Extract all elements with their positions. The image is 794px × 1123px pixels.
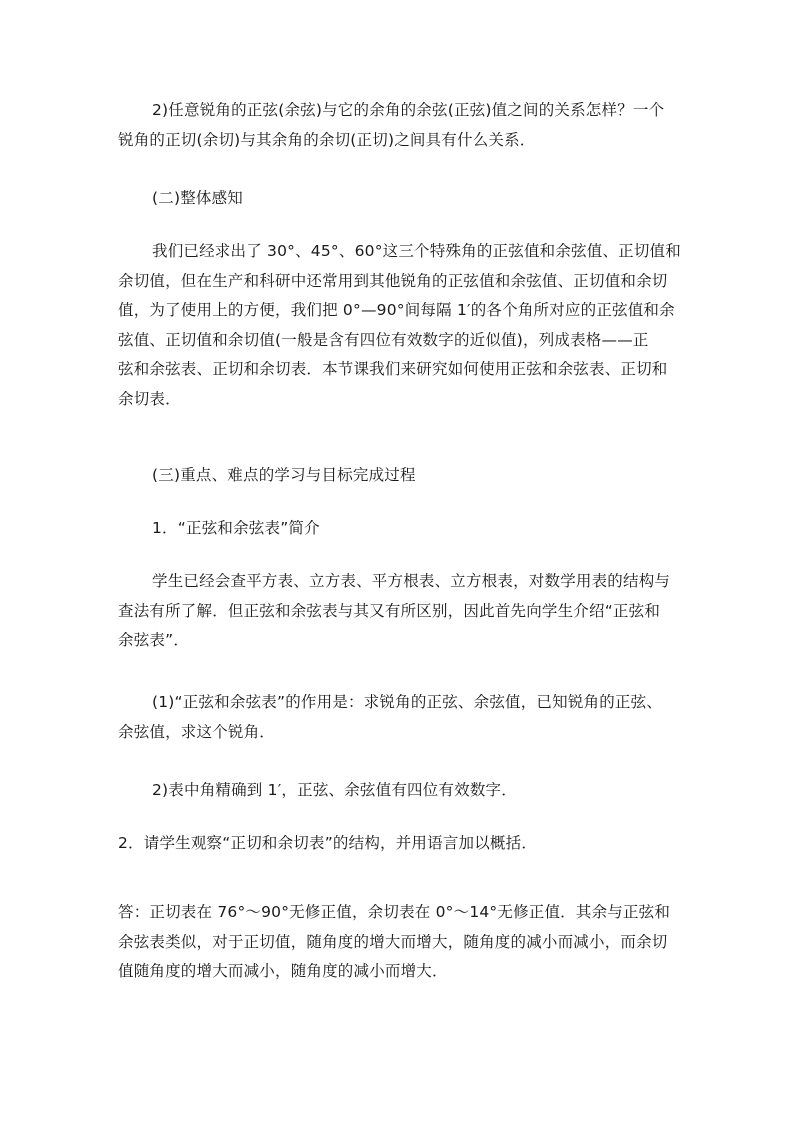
paragraph-table-background [118, 567, 678, 656]
subheading-sine-cosine-table [118, 514, 678, 544]
text-line: 查法有所了解．但正弦和余弦表与其又有所区别，因此首先向学生介绍“正弦和 [118, 601, 661, 620]
paragraph-table-precision [118, 776, 678, 806]
section-heading-key-points [118, 461, 678, 491]
paragraph-question-2 [118, 96, 678, 155]
paragraph-tangent-table-task [118, 829, 678, 859]
text-line: 答：正切表在 76°～90°无修正值，余切表在 0°～14°无修正值．其余与正弦和 [118, 903, 671, 921]
text-line: 锐角的正切(余切)与其余角的余切(正切)之间具有什么关系． [118, 130, 536, 149]
text-line: 余切值，但在生产和科研中还常用到其他锐角的正弦值和余弦值、正切值和余切 [118, 271, 668, 290]
text-line: (二)整体感知 [152, 189, 243, 207]
paragraph-introduction [118, 237, 681, 414]
paragraph-answer [118, 898, 678, 987]
text-line: 弦和余弦表、正切和余切表．本节课我们来研究如何使用正弦和余弦表、正切和 [118, 360, 668, 378]
text-line: (1)“正弦和余弦表”的作用是：求锐角的正弦、余弦值，已知锐角的正弦、 [152, 693, 663, 711]
paragraph-table-purpose [118, 688, 678, 747]
text-line: 余切表． [118, 389, 181, 408]
text-line: 学生已经会查平方表、立方表、平方根表、立方根表，对数学用表的结构与 [152, 572, 671, 590]
section-heading-overall-perception [118, 184, 678, 214]
text-line: 余弦表”． [118, 631, 190, 649]
text-line: 余弦值，求这个锐角． [118, 722, 276, 741]
text-line: 1．“正弦和余弦表”简介 [152, 519, 320, 537]
text-line: 值，为了使用上的方便，我们把 0°—90°间每隔 1′的各个角所对应的正弦值和余 [118, 301, 675, 319]
text-line: 我们已经求出了 30°、45°、60°这三个特殊角的正弦值和余弦值、正切值和 [152, 242, 681, 260]
text-line: 2)任意锐角的正弦(余弦)与它的余角的余弦(正弦)值之间的关系怎样？一个 [152, 101, 665, 119]
text-line: 2．请学生观察“正切和余切表”的结构，并用语言加以概括． [118, 834, 538, 852]
text-line: (三)重点、难点的学习与目标完成过程 [152, 466, 416, 484]
text-line: 余弦表类似，对于正切值，随角度的增大而增大，随角度的减小而减小，而余切 [118, 932, 668, 951]
text-line: 2)表中角精确到 1′，正弦、余弦值有四位有效数字． [152, 781, 517, 799]
text-line: 弦值、正切值和余切值(一般是含有四位有效数字的近似值)，列成表格——正 [118, 330, 649, 349]
text-line: 值随角度的增大而减小，随角度的减小而增大． [118, 962, 448, 980]
